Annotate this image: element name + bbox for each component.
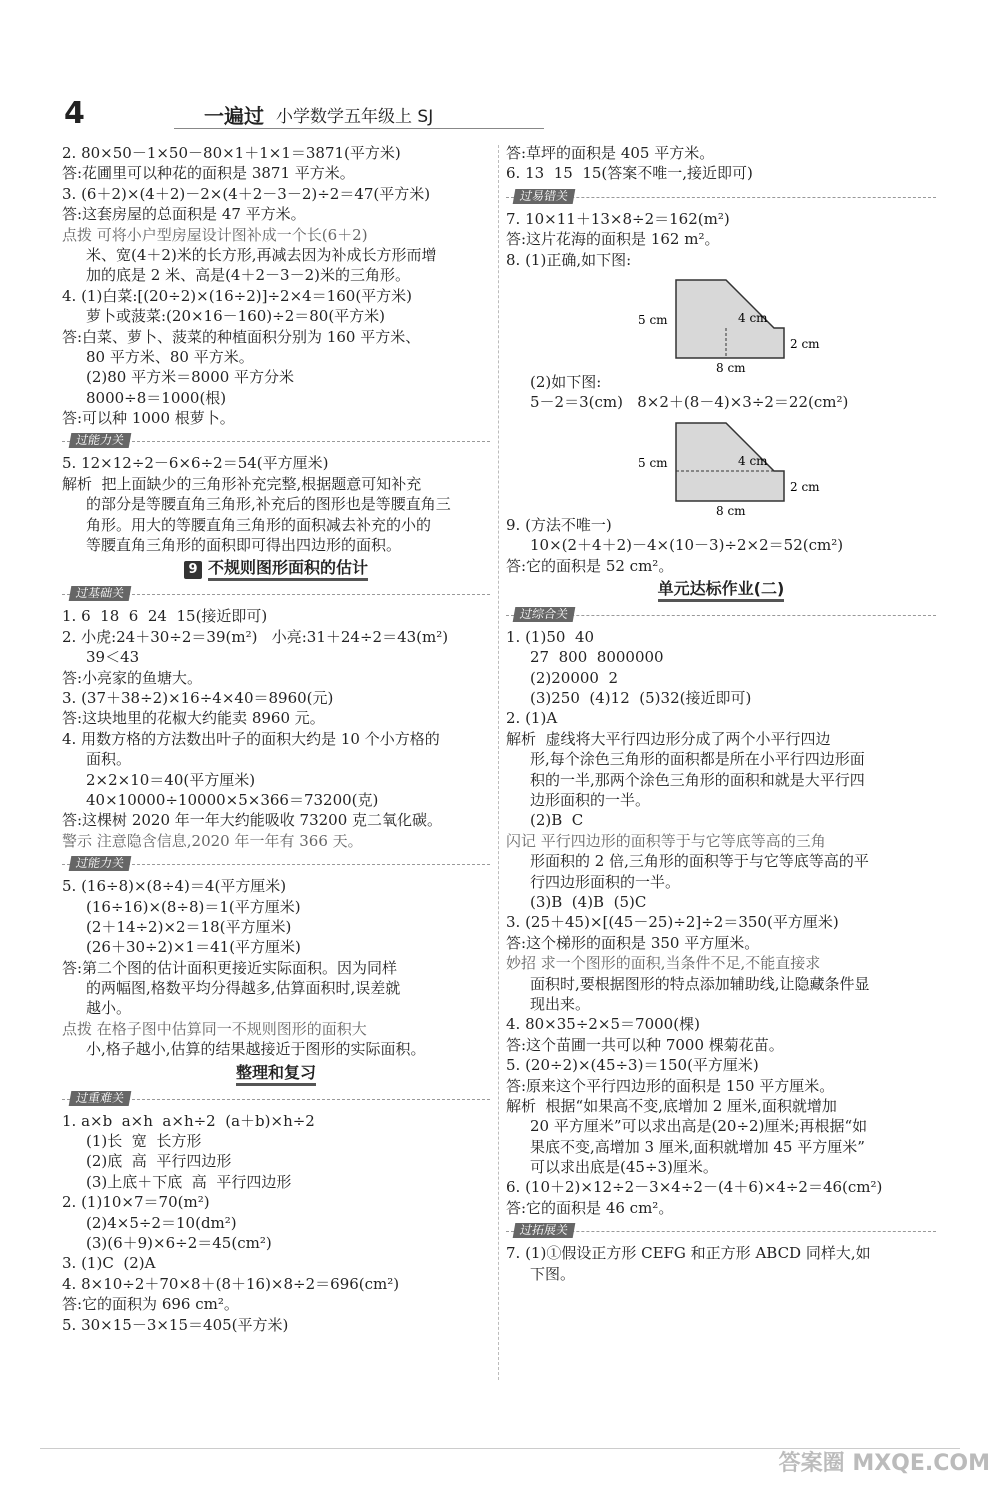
text-line: 答:可以种 1000 根萝卜。 xyxy=(62,409,235,428)
svg-text:5 cm: 5 cm xyxy=(638,312,668,327)
text-line: 答:原来这个平行四边形的面积是 150 平方厘米。 xyxy=(506,1076,835,1095)
text-line: 8000÷8＝1000(根) xyxy=(86,388,227,407)
text-line: 4. 8×10÷2＋70×8＋(8＋16)×8÷2＝696(cm²) xyxy=(62,1274,400,1293)
text-line: 5－2＝3(cm) 8×2＋(8－4)×3÷2＝22(cm²) xyxy=(530,393,849,412)
text-line: 小,格子越小,估算的结果越接近于图形的实际面积。 xyxy=(86,1040,426,1059)
answer-block xyxy=(506,627,936,1218)
text-line: 答:草坪的面积是 405 平方米。 xyxy=(506,144,715,162)
text-line: 解析 根据“如果高不变,底增加 2 厘米,面积就增加 xyxy=(506,1096,837,1115)
text-line: 角形。用大的等腰直角三角形的面积减去补充的小的 xyxy=(86,515,432,534)
text-line: 5. 30×15－3×15＝405(平方米) xyxy=(62,1315,289,1334)
text-line: 3. (1)C (2)A xyxy=(62,1254,156,1273)
figure-svg xyxy=(506,413,936,515)
right-column xyxy=(506,143,936,1284)
section-tag: 过能力关 xyxy=(62,430,490,451)
text-line: 7. 10×11＋13×8÷2＝162(m²) xyxy=(506,209,730,228)
text-line: 答:这个苗圃一共可以种 7000 棵菊花苗。 xyxy=(506,1035,784,1054)
text-line: 的两幅图,格数平均分得越多,估算面积时,误差就 xyxy=(86,979,401,998)
text-line: 解析 把上面缺少的三角形补充完整,根据题意可知补充 xyxy=(62,474,422,493)
answer-block xyxy=(506,1243,936,1284)
answer-block xyxy=(506,515,936,576)
answer-block xyxy=(62,453,490,555)
text-line: 1. 6 18 6 24 15(接近即可) xyxy=(62,607,268,626)
text-line: (2＋14÷2)×2＝18(平方厘米) xyxy=(86,917,292,936)
text-line: (2)如下图: xyxy=(530,372,602,391)
brand-logo: 一遍过 xyxy=(204,104,264,128)
answer-block xyxy=(506,209,936,270)
text-line: 答:它的面积为 696 cm²。 xyxy=(62,1295,239,1314)
text-line: (3)250 (4)12 (5)32(接近即可) xyxy=(530,689,752,708)
text-line: 越小。 xyxy=(86,999,132,1018)
section-tag: 过重难关 xyxy=(62,1088,490,1109)
text-line: 20 平方厘米”可以求出高是(20÷2)厘米;再根据“如 xyxy=(530,1117,868,1136)
watermark: 答案圈 MXQE.COM xyxy=(778,1451,990,1476)
svg-text:2 cm: 2 cm xyxy=(790,336,820,351)
text-line: 2. 80×50－1×50－80×1＋1×1＝3871(平方米) xyxy=(62,144,401,162)
text-line: 3. (37＋38÷2)×16÷4×40＝8960(元) xyxy=(62,688,334,707)
text-line: 答:这片花海的面积是 162 m²。 xyxy=(506,230,720,249)
text-line: 警示 注意隐含信息,2020 年一年有 366 天。 xyxy=(62,831,363,850)
figure-svg xyxy=(506,270,936,372)
text-line: (3)上底＋下底 高 平行四边形 xyxy=(86,1172,292,1191)
text-line: 闪记 平行四边形的面积等于与它等底等高的三角 xyxy=(506,831,826,850)
section-tag: 过能力关 xyxy=(62,853,490,874)
text-line: 行四边形面积的一半。 xyxy=(530,872,681,891)
text-line: 80 平方米、80 平方米。 xyxy=(86,347,254,366)
text-line: (2)B C xyxy=(530,811,584,830)
text-line: 的部分是等腰直角三角形,补充后的图形也是等腰直角三 xyxy=(86,495,451,514)
text-line: 答:它的面积是 46 cm²。 xyxy=(506,1198,674,1217)
text-line: 8. (1)正确,如下图: xyxy=(506,250,632,269)
trapezoid-figure-2 xyxy=(506,413,936,515)
text-line: (2)20000 2 xyxy=(530,668,619,687)
section-tag: 过易错关 xyxy=(506,186,936,207)
text-line: 点拨 在格子图中估算同一不规则图形的面积大 xyxy=(62,1019,367,1038)
text-line: 点拨 可将小户型房屋设计图补成一个长(6＋2) xyxy=(62,225,368,244)
left-column xyxy=(62,143,490,1335)
text-line: 面积。 xyxy=(86,750,132,769)
text-line: 下图。 xyxy=(530,1264,576,1283)
text-line: (26＋30÷2)×1＝41(平方厘米) xyxy=(86,938,301,957)
subject-title: 小学数学五年级上 SJ xyxy=(276,107,434,127)
text-line: (2)底 高 平行四边形 xyxy=(86,1152,232,1171)
text-line: 1. a×b a×h a×h÷2 (a＋b)×h÷2 xyxy=(62,1111,315,1130)
text-line: 4. 用数方格的方法数出叶子的面积大约是 10 个小方格的 xyxy=(62,729,440,748)
text-line: 2. 小虎:24＋30÷2＝39(m²) 小亮:31＋24÷2＝43(m²) xyxy=(62,627,449,646)
text-line: 形,每个涂色三角形的面积都是所在小平行四边形面 xyxy=(530,750,865,769)
svg-text:8 cm: 8 cm xyxy=(716,360,746,372)
text-line: 米、宽(4＋2)米的长方形,再减去因为补成长方形而增 xyxy=(86,245,437,264)
text-line: 2. (1)A xyxy=(506,709,558,728)
text-line: 3. (6＋2)×(4＋2)－2×(4＋2－3－2)÷2＝47(平方米) xyxy=(62,184,431,203)
svg-text:8 cm: 8 cm xyxy=(716,503,746,515)
answer-block xyxy=(62,606,490,851)
text-line: 答:这棵树 2020 年一年大约能吸收 73200 克二氧化碳。 xyxy=(62,811,443,830)
text-line: 1. (1)50 40 xyxy=(506,627,595,646)
text-line: 3. (25＋45)×[(45－25)÷2]÷2＝350(平方厘米) xyxy=(506,913,839,932)
text-line: 答:小亮家的鱼塘大。 xyxy=(62,668,203,687)
text-line: 5. (16÷8)×(8÷4)＝4(平方厘米) xyxy=(62,877,287,896)
trapezoid-figure-1 xyxy=(506,270,936,372)
section-tag: 过基础关 xyxy=(62,583,490,604)
svg-text:4 cm: 4 cm xyxy=(738,310,768,325)
svg-text:5 cm: 5 cm xyxy=(638,455,668,470)
text-line: 答:花圃里可以种花的面积是 3871 平方米。 xyxy=(62,164,355,183)
answer-block xyxy=(62,143,490,428)
text-line: 39＜43 xyxy=(86,648,140,667)
text-line: 形面积的 2 倍,三角形的面积等于与它等底等高的平 xyxy=(530,852,869,871)
text-line: 答:白菜、萝卜、菠菜的种植面积分别为 160 平方米、 xyxy=(62,327,421,346)
text-line: 妙招 求一个图形的面积,当条件不足,不能直接求 xyxy=(506,954,821,973)
answer-block xyxy=(506,372,936,413)
text-line: 萝卜或菠菜:(20×16－160)÷2＝80(平方米) xyxy=(86,307,386,326)
section-tag: 过拓展关 xyxy=(506,1220,936,1241)
text-line: 解析 虚线将大平行四边形分成了两个小平行四边 xyxy=(506,729,831,748)
text-line: 7. (1)①假设正方形 CEFG 和正方形 ABCD 同样大,如 xyxy=(506,1244,871,1263)
section-tag: 过综合关 xyxy=(506,604,936,625)
text-line: (2)4×5÷2＝10(dm²) xyxy=(86,1213,237,1232)
text-line: 面积时,要根据图形的特点添加辅助线,让隐藏条件显 xyxy=(530,974,870,993)
text-line: 果底不变,高增加 3 厘米,面积就增加 45 平方厘米” xyxy=(530,1137,865,1156)
text-line: 5. 12×12÷2－6×6÷2＝54(平方厘米) xyxy=(62,454,329,473)
text-line: 答:第二个图的估计面积更接近实际面积。因为同样 xyxy=(62,958,398,977)
svg-text:2 cm: 2 cm xyxy=(790,479,820,494)
page-header xyxy=(64,96,484,130)
text-line: 9. (方法不唯一) xyxy=(506,515,612,534)
text-line: 5. (20÷2)×(45÷3)＝150(平方厘米) xyxy=(506,1056,759,1075)
text-line: 现出来。 xyxy=(530,994,591,1013)
text-line: (2)80 平方米＝8000 平方分米 xyxy=(86,368,295,387)
text-line: 6. (10＋2)×12÷2－3×4÷2－(4＋6)×4÷2＝46(cm²) xyxy=(506,1178,883,1197)
text-line: 2×2×10＝40(平方厘米) xyxy=(86,770,256,789)
text-line: 加的底是 2 米、高是(4＋2－3－2)米的三角形。 xyxy=(86,266,410,285)
text-line: (1)长 宽 长方形 xyxy=(86,1132,202,1151)
text-line: 4. 80×35÷2×5＝7000(棵) xyxy=(506,1015,700,1034)
text-line: (16÷16)×(8÷8)＝1(平方厘米) xyxy=(86,897,301,916)
page-number: 4 xyxy=(64,96,85,131)
text-line: 边形面积的一半。 xyxy=(530,791,651,810)
text-line: 10×(2＋4＋2)－4×(10－3)÷2×2＝52(cm²) xyxy=(530,536,844,555)
text-line: 可以求出底是(45÷3)厘米。 xyxy=(530,1158,718,1177)
section-title: 单元达标作业(二) xyxy=(506,576,936,602)
text-line: 答:这套房屋的总面积是 47 平方米。 xyxy=(62,205,306,224)
text-line: 40×10000÷10000×5×366＝73200(克) xyxy=(86,790,379,809)
section-title: 整理和复习 xyxy=(62,1060,490,1086)
text-line: 等腰直角三角形的面积即可得出四边形的面积。 xyxy=(86,536,402,555)
text-line: 2. (1)10×7＝70(m²) xyxy=(62,1193,210,1212)
text-line: 积的一半,那两个涂色三角形的面积和就是大平行四 xyxy=(530,770,865,789)
answer-block xyxy=(62,876,490,1060)
section-title: 9 不规则图形面积的估计 xyxy=(62,555,490,581)
text-line: 27 800 8000000 xyxy=(530,648,664,667)
text-line: (3)(6＋9)×6÷2＝45(cm²) xyxy=(86,1233,272,1252)
svg-text:4 cm: 4 cm xyxy=(738,453,768,468)
text-line: (3)B (4)B (5)C xyxy=(530,892,647,911)
text-line: 答:它的面积是 52 cm²。 xyxy=(506,556,674,575)
answer-block xyxy=(62,1111,490,1335)
text-line: 答:这块地里的花椒大约能卖 8960 元。 xyxy=(62,709,325,728)
text-line: 4. (1)白菜:[(20÷2)×(16÷2)]÷2×4＝160(平方米) xyxy=(62,286,413,305)
answer-block xyxy=(506,143,936,184)
text-line: 答:这个梯形的面积是 350 平方厘米。 xyxy=(506,933,760,952)
column-divider xyxy=(498,145,499,1380)
text-line: 6. 13 15 15(答案不唯一,接近即可) xyxy=(506,164,753,183)
